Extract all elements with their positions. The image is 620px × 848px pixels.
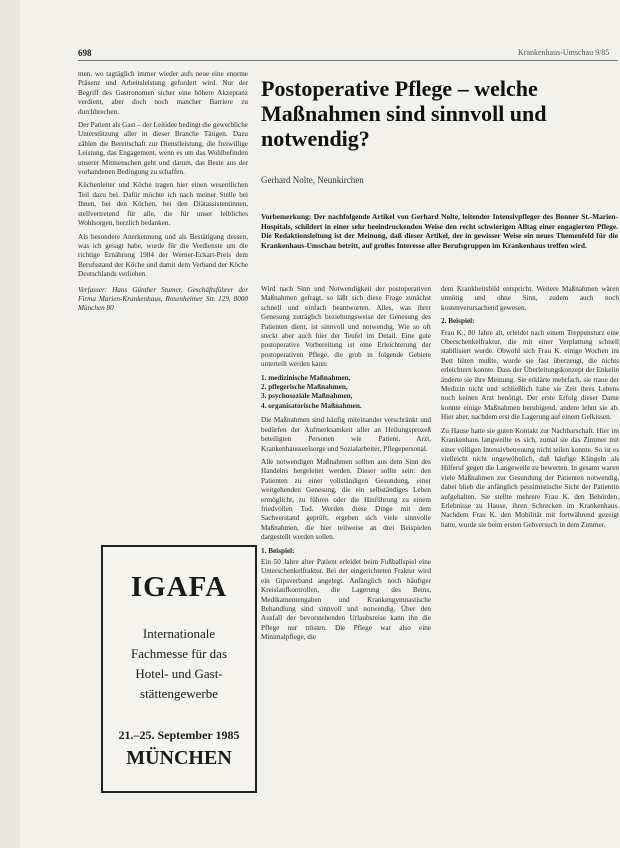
ad-city: MÜNCHEN	[126, 747, 232, 769]
ad-body	[103, 624, 255, 704]
left-paragraph: Als besondere Anerkennung und als Bestätigung dessen, was ich gesagt habe, wurde für die Verdienste um die richtige Ernährung 1984 der Werner-Eckart-Preis dem Berufsstand der Köche und damit dem Verband der Köche Deutschlands verliehen.	[78, 232, 248, 279]
example-heading: 2. Beispiel:	[441, 317, 475, 326]
body-paragraph: dem Krankheitsbild entspricht. Weitere Maßnahmen wären unnötig und ohne Sinn, zudem auch noch kostenverursachend gewesen.	[441, 285, 619, 312]
left-paragraph: Der Patient als Gast – der Leitidee bedingt die gewerbliche Unterstützung aller in dieser Branche Tätigen. Dazu zählen die Bereitschaft zur Dienstleistung, die freiwillige Leistung, das Engagement, wenn es um das Wohlbefinden unserer Mitmenschen geht und darum, das Beste aus der vorhandenen Bedingung zu schaffen.	[78, 121, 248, 177]
list-item: 3. psychosoziale Maßnahmen,	[261, 392, 353, 401]
article-intro: Vorbemerkung: Der nachfolgende Artikel von Gerhard Nolte, leitender Intensivpfleger des Bonner St.-Marien-Hospitals, schildert in einer sehr beeindruckenden Weise den recht schwierigen Alltag einer engagierten Pflege. Die Redaktionsleitung ist der Meinung, daß dieser Artikel, der in gewisser Weise ein neues Themenfeld für die Krankenhaus-Umschau betritt, auf großes Interesse aller Berufsgruppen im Krankenhaus treffen wird.	[261, 212, 618, 250]
middle-column	[261, 285, 431, 647]
right-column	[441, 285, 619, 534]
body-paragraph: Frau K., 80 Jahre alt, erleidet nach einem Treppensturz eine Oberschenkelfraktur, die mit einer Verplattung schnell stabilisiert wurde. Obwohl sich Frau K. einige Wochen im Bett hüten mußte, wurde sie fast überzeugt, die nichts erleichtern konnte. Dass der Überleitungskonzept der Enkelin änderte sie ihre Meinung. Sie erklärte mehrfach, sie traue der Medizin nicht und schließlich habe sie Zeit ihres Lebens noch keinen Arzt benötigt. Der erste Erfolg dieser Dame konnte einige Maßnahmen beruhigend, andere lehnt sie ab. Hier aber, nachdem erst die Lagerung auf einem Gelkissen.	[441, 328, 619, 422]
body-paragraph: Die Maßnahmen sind häufig miteinander verschränkt und bedürfen der Aufmerksamkeit aller an Heilungsprozeß beteiligten Personen wie Patient, Arzt, Krankenhausseelsorge und Sozialarbeiter, Pflegepersonal.	[261, 416, 431, 453]
journal-name: Krankenhaus-Umschau 9/85	[518, 48, 610, 57]
magazine-page	[20, 0, 620, 848]
ad-dates: 21.–25. September 1985	[118, 728, 240, 742]
left-paragraph: men, wo tagtäglich immer wieder aufs neue eine enorme Präsenz und Arbeitsleistung gefordert wird. Nur der Begriff des Gastronomen sicher eine höhere Akzeptanz verdient, aber doch noch mancher Barriere zu durchbrechen.	[78, 70, 248, 116]
body-paragraph: Ein 50 Jahre alter Patient erleidet beim Fußballspiel eine Unterschenkelfraktur. Bei der eingerichteten Fraktur wird ein Gipsverband angelegt. Anfänglich noch häufiger Kreislaufkontrollen, die Lagerung des Beins, Medikamentengaben und Krankengymnastische Behandlung sind sinnvoll und notwendig. Über den Ausfall der bevorstehenden Urlaubsreise kann ihn die Pflege nur trösten. Die Pflege war also eine Minimalpflege, die	[261, 557, 431, 642]
list-item: 1. medizinische Maßnahmen,	[261, 373, 351, 382]
body-paragraph: Wird nach Sinn und Notwendigkeit der postoperativen Maßnahmen gefragt, so läßt sich diese Frage zunächst schnell und einfach beantworten. Alles, was ihrer Genesung zuträglich beziehungsweise der Genesung des Patienten dient, ist sinnvoll und notwendig. Wie so oft steckt aber auch hier der Teufel im Detail. Eine gute postoperative Vorbereitung ist eine Erleichterung der postoperativen Pflege, die grob in folgende Gebiete unterteilt werden kann:	[261, 285, 431, 369]
ad-line: Hotel- und Gast-	[135, 666, 223, 681]
left-column	[78, 70, 248, 318]
article-title: Postoperative Pflege – welche Maßnahmen sind sinnvoll und notwendig?	[261, 76, 547, 151]
ad-line: Internationale	[142, 626, 216, 641]
ad-line: Fachmesse für das	[130, 646, 228, 661]
body-paragraph: Alle notwendigen Maßnahmen sollten aus dem Sinn des Handelns hergeleitet werden. Dieser sollte sein: den Patienten zu einer vollständigen Gesundung, einer weitgehenden Genesung, die ein selbständiges Leben ermöglicht, zu führen oder die Hinführung zu einem friedvollen Tod. Werden diese Dinge mit dem Sachverstand geprüft, ergeben sich viele sinnvolle Maßnahmen, die hier teilweise an drei Beispielen dargestellt werden sollen.	[261, 457, 431, 542]
ad-line: stättengewerbe	[140, 686, 218, 701]
body-paragraph: Zu Hause hatte sie guten Kontakt zur Nachbarschaft. Hier im Krankenhaus langweilte es sich, zumal sie das Zimmer mit einer völligen Intensivbetreuung nicht teilen konnte. So ist es vielleicht nicht ungewöhnlich, daß häufige Klingeln als Hilferuf gegen die Langeweile zu bewerten. In gesamt waren viele Maßnahmen zur Gesundung der Patienten notwendig, dabei blieb die anfänglich pessimistische Sicht der Patientin aufgehalten. Sie stellte mehrere Frau K. den Behörden, Erlebnisse zu Hause, ihren Schrecken im Krankenhaus. Nachdem Frau K. den Mobilität mit fortwährend gezeigt hatte, wurde sie beim ersten Gehversuch in dem Zimmer.	[441, 426, 619, 529]
example-heading: 1. Beispiel:	[261, 546, 295, 555]
left-paragraph: Küchenleiter und Köche tragen hier einen wesentlichen Teil dazu bei. Dafür möchte ich nach meiner Stelle bei Ihnen, bei den Köchen, bei den Diätassistentinnen, stellvertretend für alle, die für unser leibliches Wohlsorgen, herzlich bedanken.	[78, 181, 248, 228]
header-divider	[78, 60, 618, 61]
measures-list	[261, 374, 431, 412]
author-footnote: Verfasser: Hans Günther Stumer, Geschäftsführer der Firma Marien-Krankenhaus, Rosenheimer Str. 129, 8000 München 80	[78, 285, 248, 313]
page-number: 698	[78, 48, 92, 58]
list-item: 2. pflegerische Maßnahmen,	[261, 383, 348, 392]
igafa-advertisement	[101, 545, 257, 793]
article-author: Gerhard Nolte, Neunkirchen	[261, 175, 364, 185]
list-item: 4. organisatorische Maßnahmen.	[261, 401, 362, 410]
ad-title: IGAFA	[130, 571, 228, 603]
